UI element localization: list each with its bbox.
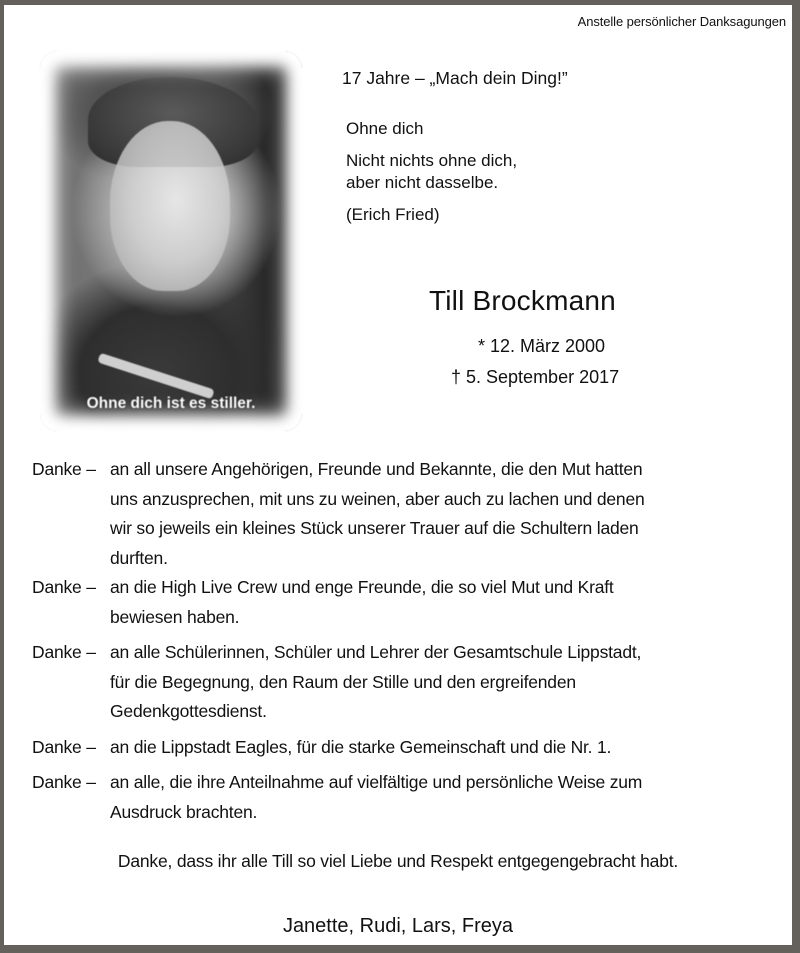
portrait-photo [40,51,302,431]
thanks-lead: Danke – [32,642,101,662]
thanks-body [110,733,782,763]
thanks-body [110,638,782,727]
thanks-item [32,733,782,763]
thanks-lead: Danke – [32,772,101,792]
header-note: Anstelle persönlicher Danksagungen [577,14,786,29]
thanks-item [32,768,782,827]
poem-line: Nicht nichts ohne dich, [346,151,518,170]
thanks-line: durften. [110,547,168,568]
thanks-line: an alle Schülerinnen, Schüler und Lehrer der Gesamtschule Lippstadt, [110,642,642,662]
thanks-lead: Danke – [32,459,101,479]
closing-message: Danke, dass ihr alle Till so viel Liebe und Respekt entgegengebracht habt. [117,851,679,871]
thanks-item [32,638,782,727]
poem-author: (Erich Fried) [346,205,440,224]
thanks-body [110,573,782,632]
thanks-line: an all unsere Angehörigen, Freunde und Bekannte, die den Mut hatten [110,459,643,479]
poem-body [346,150,517,194]
thanks-list [32,455,782,833]
death-date: † 5. September 2017 [451,367,620,387]
thanks-line: wir so jeweils ein kleines Stück unserer Trauer auf die Schultern laden [110,518,639,538]
thanks-line: Gedenkgottesdienst. [110,701,267,721]
thanks-lead: Danke – [32,577,101,597]
poem [346,118,517,236]
thanks-item [32,455,782,573]
signature: Janette, Rudi, Lars, Freya [282,915,514,937]
announcement-sheet [4,5,792,945]
thanks-line: für die Begegnung, den Raum der Stille und den ergreifenden [110,671,576,692]
motto: 17 Jahre – „Mach dein Ding!” [342,68,568,88]
thanks-line: an die High Live Crew und enge Freunde, die so viel Mut und Kraft [110,577,614,597]
thanks-body [110,768,782,827]
thanks-line: bewiesen haben. [110,606,240,627]
thanks-item [32,573,782,632]
thanks-line: Ausdruck brachten. [110,801,258,822]
birth-date: * 12. März 2000 [478,336,606,356]
photo-face-shape [110,121,230,291]
thanks-line: an alle, die ihre Anteilnahme auf vielfältige und persönliche Weise zum [110,772,643,792]
photo-caption: Ohne dich ist es stiller. [86,395,256,412]
thanks-line: an die Lippstadt Eagles, für die starke Gemeinschaft und die Nr. 1. [110,736,612,757]
thanks-body [110,455,782,573]
poem-line: aber nicht dasselbe. [346,173,499,192]
photo-collar-shape [97,353,214,400]
poem-title: Ohne dich [346,119,424,138]
thanks-line: uns anzusprechen, mit uns zu weinen, aber auch zu lachen und denen [110,488,645,509]
thanks-lead: Danke – [32,736,101,757]
deceased-name: Till Brockmann [429,285,616,316]
